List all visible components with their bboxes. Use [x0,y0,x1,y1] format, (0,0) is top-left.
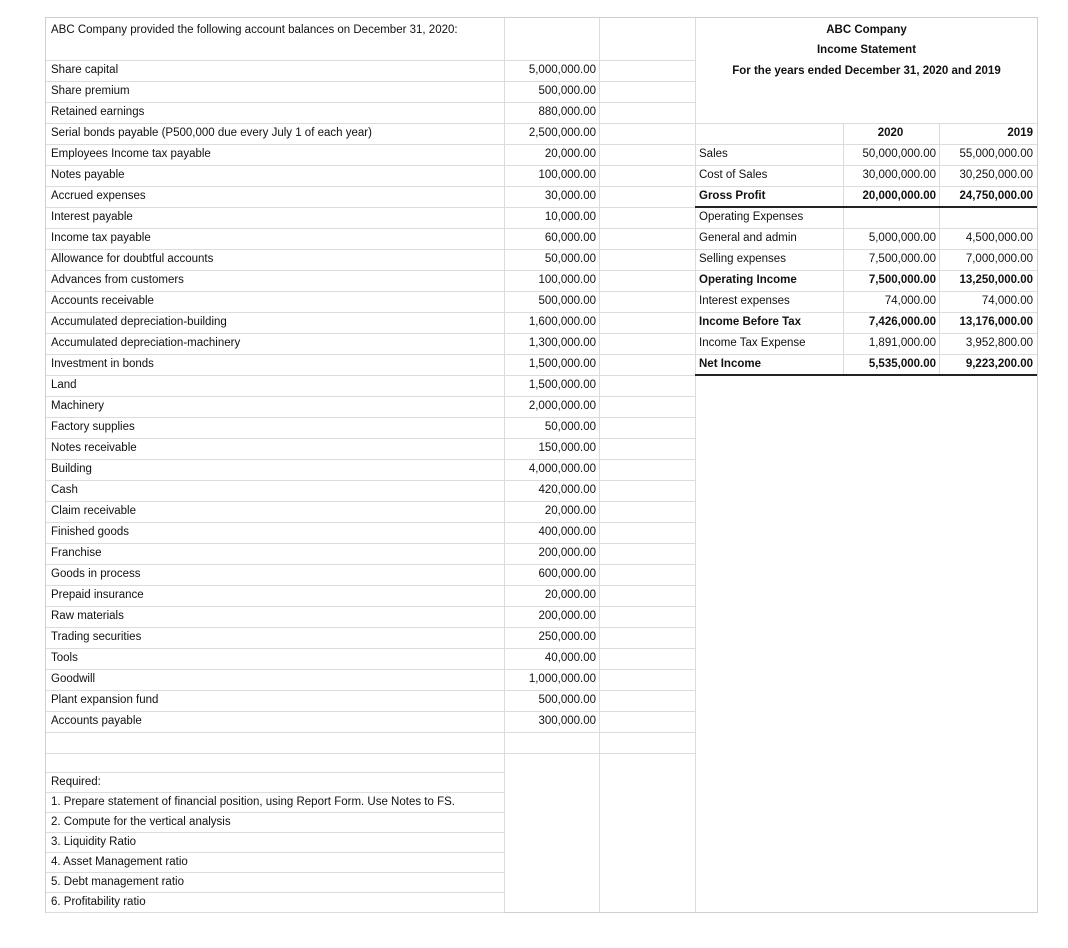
is-row-label: Selling expenses [699,253,786,265]
is-value-2019: 4,500,000.00 [965,232,1033,244]
is-row-label: Gross Profit [699,190,766,202]
is-row-label: Sales [699,148,728,160]
grid-row-line [46,711,695,712]
grid-row-line [46,912,504,913]
is-grid-line [695,312,1037,313]
account-name: Serial bonds payable (P500,000 due every July 1 of each year) [51,127,372,139]
account-name: Raw materials [51,610,124,622]
grid-row-line [46,543,695,544]
grid-row-line [46,832,504,833]
intro-text: ABC Company provided the following account balances on December 31, 2020: [51,24,458,36]
is-grid-line [695,165,1037,166]
account-amount: 50,000.00 [544,253,596,265]
grid-row-line [46,753,695,754]
is-grid-line [695,291,1037,292]
is-grid-line [695,123,1037,124]
grid-row-line [46,606,695,607]
account-name: Plant expansion fund [51,694,159,706]
account-amount: 880,000.00 [538,106,596,118]
grid-col-line [599,18,600,912]
account-amount: 2,500,000.00 [528,127,596,139]
account-name: Notes payable [51,169,125,181]
account-amount: 400,000.00 [538,526,596,538]
grid-row-line [46,438,695,439]
grid-row-line [46,207,695,208]
account-name: Accumulated depreciation-building [51,316,227,328]
is-net-income-rule [695,374,1037,376]
account-name: Prepaid insurance [51,589,144,601]
grid-row-line [46,892,504,893]
account-amount: 200,000.00 [538,547,596,559]
account-name: Cash [51,484,78,496]
grid-row-line [46,60,695,61]
required-item: 2. Compute for the vertical analysis [51,816,231,828]
required-item: 6. Profitability ratio [51,896,146,908]
account-name: Goods in process [51,568,141,580]
grid-row-line [46,648,695,649]
account-name: Land [51,379,77,391]
is-value-2020: 50,000,000.00 [862,148,936,160]
is-value-2019: 74,000.00 [981,295,1033,307]
account-amount: 20,000.00 [544,589,596,601]
is-grid-line [695,186,1037,187]
grid-row-line [46,417,695,418]
required-item: 1. Prepare statement of financial position, using Report Form. Use Notes to FS. [51,796,455,808]
is-row-label: Operating Income [699,274,797,286]
is-row-label: Income Before Tax [699,316,802,328]
is-row-label: Operating Expenses [699,211,804,223]
is-value-2020: 7,500,000.00 [868,253,936,265]
account-name: Income tax payable [51,232,151,244]
account-amount: 5,000,000.00 [528,64,596,76]
grid-row-line [46,501,695,502]
is-grid-line [695,333,1037,334]
is-value-2019: 55,000,000.00 [959,148,1033,160]
account-name: Interest payable [51,211,133,223]
account-amount: 500,000.00 [538,295,596,307]
account-name: Machinery [51,400,105,412]
account-amount: 1,000,000.00 [528,673,596,685]
is-grid-line [695,144,1037,145]
is-col-2019-header: 2019 [1007,127,1033,139]
is-value-2020: 1,891,000.00 [868,337,936,349]
account-amount: 500,000.00 [538,694,596,706]
is-value-2019: 9,223,200.00 [965,358,1033,370]
is-value-2019 [939,207,1033,228]
grid-row-line [46,522,695,523]
account-amount: 1,300,000.00 [528,337,596,349]
account-name: Notes receivable [51,442,137,454]
account-name: Advances from customers [51,274,184,286]
account-name: Franchise [51,547,102,559]
account-name: Building [51,463,92,475]
account-amount: 600,000.00 [538,568,596,580]
is-value-2019: 3,952,800.00 [965,337,1033,349]
grid-row-line [46,792,504,793]
is-value-2020: 20,000,000.00 [862,190,936,202]
account-amount: 20,000.00 [544,148,596,160]
account-name: Share capital [51,64,119,76]
account-name: Tools [51,652,78,664]
account-amount: 420,000.00 [538,484,596,496]
grid-row-line [46,165,695,166]
account-name: Claim receivable [51,505,137,517]
is-value-2019: 24,750,000.00 [959,190,1033,202]
is-value-2019: 30,250,000.00 [959,169,1033,181]
account-amount: 1,500,000.00 [528,379,596,391]
grid-row-line [46,459,695,460]
account-name: Finished goods [51,526,129,538]
grid-row-line [46,669,695,670]
grid-row-line [46,852,504,853]
account-amount: 100,000.00 [538,274,596,286]
account-name: Allowance for doubtful accounts [51,253,214,265]
account-name: Accumulated depreciation-machinery [51,337,241,349]
grid-row-line [46,375,695,376]
account-name: Accounts receivable [51,295,154,307]
account-amount: 20,000.00 [544,505,596,517]
is-grid-line [695,354,1037,355]
grid-row-line [46,396,695,397]
grid-row-line [46,772,504,773]
is-grid-line [695,228,1037,229]
is-value-2020: 30,000,000.00 [862,169,936,181]
required-heading: Required: [51,776,101,788]
is-title: Income Statement [816,44,917,56]
is-company: ABC Company [826,24,907,36]
spreadsheet [45,17,1038,913]
account-amount: 1,600,000.00 [528,316,596,328]
is-col-2020-header: 2020 [877,127,904,139]
grid-row-line [46,480,695,481]
is-period: For the years ended December 31, 2020 and 2019 [732,65,1001,77]
is-row-label: Net Income [699,358,761,370]
is-value-2020: 5,000,000.00 [868,232,936,244]
grid-row-line [46,732,695,733]
account-name: Accounts payable [51,715,142,727]
account-amount: 60,000.00 [544,232,596,244]
is-value-2020: 74,000.00 [884,295,936,307]
is-row-label: General and admin [699,232,797,244]
is-value-2020: 7,426,000.00 [868,316,936,328]
is-value-2020: 7,500,000.00 [868,274,936,286]
account-amount: 150,000.00 [538,442,596,454]
account-amount: 1,500,000.00 [528,358,596,370]
account-amount: 4,000,000.00 [528,463,596,475]
account-name: Factory supplies [51,421,135,433]
account-name: Investment in bonds [51,358,154,370]
account-name: Trading securities [51,631,142,643]
is-gross-profit-rule [695,206,1037,208]
is-value-2020 [843,207,936,228]
is-value-2020: 5,535,000.00 [868,358,936,370]
is-grid-line [695,249,1037,250]
is-value-2019: 13,250,000.00 [959,274,1033,286]
required-item: 5. Debt management ratio [51,876,184,888]
account-amount: 500,000.00 [538,85,596,97]
is-grid-line [695,270,1037,271]
account-amount: 100,000.00 [538,169,596,181]
is-row-label: Income Tax Expense [699,337,806,349]
grid-col-line [695,18,696,912]
account-name: Retained earnings [51,106,145,118]
required-item: 3. Liquidity Ratio [51,836,137,848]
grid-row-line [46,81,695,82]
is-value-2019: 13,176,000.00 [959,316,1033,328]
account-amount: 2,000,000.00 [528,400,596,412]
account-name: Accrued expenses [51,190,146,202]
account-amount: 300,000.00 [538,715,596,727]
account-name: Employees Income tax payable [51,148,211,160]
account-amount: 50,000.00 [544,421,596,433]
account-name: Goodwill [51,673,96,685]
is-row-label: Cost of Sales [699,169,768,181]
account-amount: 30,000.00 [544,190,596,202]
account-name: Share premium [51,85,130,97]
account-amount: 10,000.00 [544,211,596,223]
account-amount: 200,000.00 [538,610,596,622]
grid-row-line [46,812,504,813]
grid-row-line [46,872,504,873]
grid-col-line [504,18,505,912]
grid-row-line [46,627,695,628]
required-item: 4. Asset Management ratio [51,856,188,868]
grid-row-line [46,564,695,565]
account-amount: 250,000.00 [538,631,596,643]
account-amount: 40,000.00 [544,652,596,664]
is-row-label: Interest expenses [699,295,790,307]
is-value-2019: 7,000,000.00 [965,253,1033,265]
